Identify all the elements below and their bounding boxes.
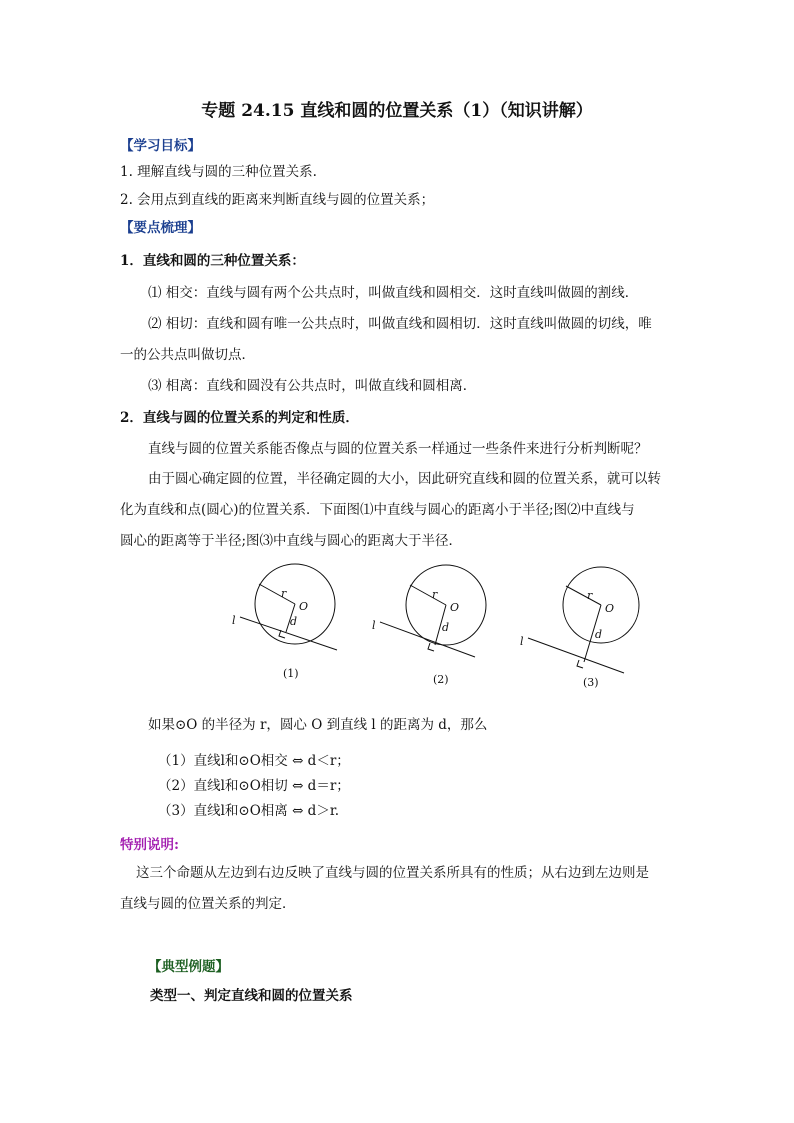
figure-2-label-d: d	[442, 621, 450, 634]
point1-item-1: ⑴ 相交：直线与圆有两个公共点时，叫做直线和圆相交．这时直线叫做圆的割线．	[148, 285, 639, 301]
point2-line-2: 由于圆心确定圆的位置，半径确定圆的大小，因此研究直线和圆的位置关系，就可以转	[148, 471, 661, 487]
point1-heading: 1．直线和圆的三种位置关系：	[120, 253, 305, 269]
figure-3-line	[528, 638, 624, 673]
goal-2: 2. 会用点到直线的距离来判断直线与圆的位置关系；	[120, 192, 435, 208]
figure-3-label-o: O	[605, 602, 615, 615]
conditions-intro: 如果⊙O 的半径为 r，圆心 O 到直线 l 的距离为 d，那么	[148, 717, 488, 733]
figure-2-right-angle	[428, 643, 434, 651]
figure-3-right-angle	[577, 660, 583, 668]
figure-2-line	[380, 622, 475, 657]
figure-1-label-l: l	[232, 614, 236, 627]
condition-1: （1）直线l和⊙O相交 ⇔ d＜r；	[158, 753, 350, 769]
special-note-line-1: 这三个命题从左边到右边反映了直线与圆的位置关系所具有的性质；从右边到左边则是	[136, 865, 649, 881]
special-note-heading: 特别说明:	[120, 837, 179, 853]
points-heading: 【要点梳理】	[120, 220, 201, 236]
figure-1-label-r: r	[281, 587, 287, 600]
example-type-1: 类型一、判定直线和圆的位置关系	[150, 988, 353, 1004]
figure-2-label-o: O	[450, 601, 460, 614]
figure-2-tangent	[372, 565, 486, 657]
figure-3-caption: (3)	[583, 676, 599, 689]
point2-heading: 2．直线与圆的位置关系的判定和性质．	[120, 410, 359, 426]
figure-3-label-r: r	[587, 589, 593, 602]
point1-item-2: ⑵ 相切：直线和圆有唯一公共点时，叫做直线和圆相切．这时直线叫做圆的切线，唯	[148, 316, 652, 332]
point1-item-2-cont: 一的公共点叫做切点．	[120, 347, 255, 363]
point2-line-1: 直线与圆的位置关系能否像点与圆的位置关系一样通过一些条件来进行分析判断呢？	[148, 441, 648, 457]
point2-line-3: 化为直线和点(圆心)的位置关系．下面图⑴中直线与圆心的距离小于半径;图⑵中直线与	[120, 502, 635, 518]
figure-2-caption: (2)	[433, 673, 449, 686]
figure-3-separate	[520, 567, 639, 673]
goal-1: 1. 理解直线与圆的三种位置关系.	[120, 164, 317, 180]
figure-1-label-o: O	[299, 600, 309, 613]
figure-1-label-d: d	[290, 615, 298, 628]
figure-2-label-l: l	[372, 619, 376, 632]
figure-3-label-d: d	[595, 628, 603, 641]
goals-heading: 【学习目标】	[120, 138, 201, 154]
point2-line-4: 圆心的距离等于半径;图⑶中直线与圆心的距离大于半径．	[120, 533, 463, 549]
figure-2-label-r: r	[432, 588, 438, 601]
figure-1-caption: (1)	[283, 667, 299, 680]
figure-2-radius	[410, 585, 446, 605]
figure-1-radius	[259, 584, 295, 604]
line-circle-figures	[0, 560, 794, 695]
special-note-line-2: 直线与圆的位置关系的判定．	[120, 896, 296, 912]
point1-item-3: ⑶ 相离：直线和圆没有公共点时，叫做直线和圆相离．	[148, 378, 477, 394]
figure-3-radius	[566, 586, 601, 605]
condition-3: （3）直线l和⊙O相离 ⇔ d＞r.	[158, 803, 340, 819]
figure-3-label-l: l	[520, 635, 524, 648]
condition-2: （2）直线l和⊙O相切 ⇔ d＝r；	[158, 778, 350, 794]
examples-heading: 【典型例题】	[148, 959, 229, 975]
page-title: 专题 24.15 直线和圆的位置关系（1）（知识讲解）	[201, 101, 593, 121]
figure-1-intersect	[232, 564, 337, 650]
